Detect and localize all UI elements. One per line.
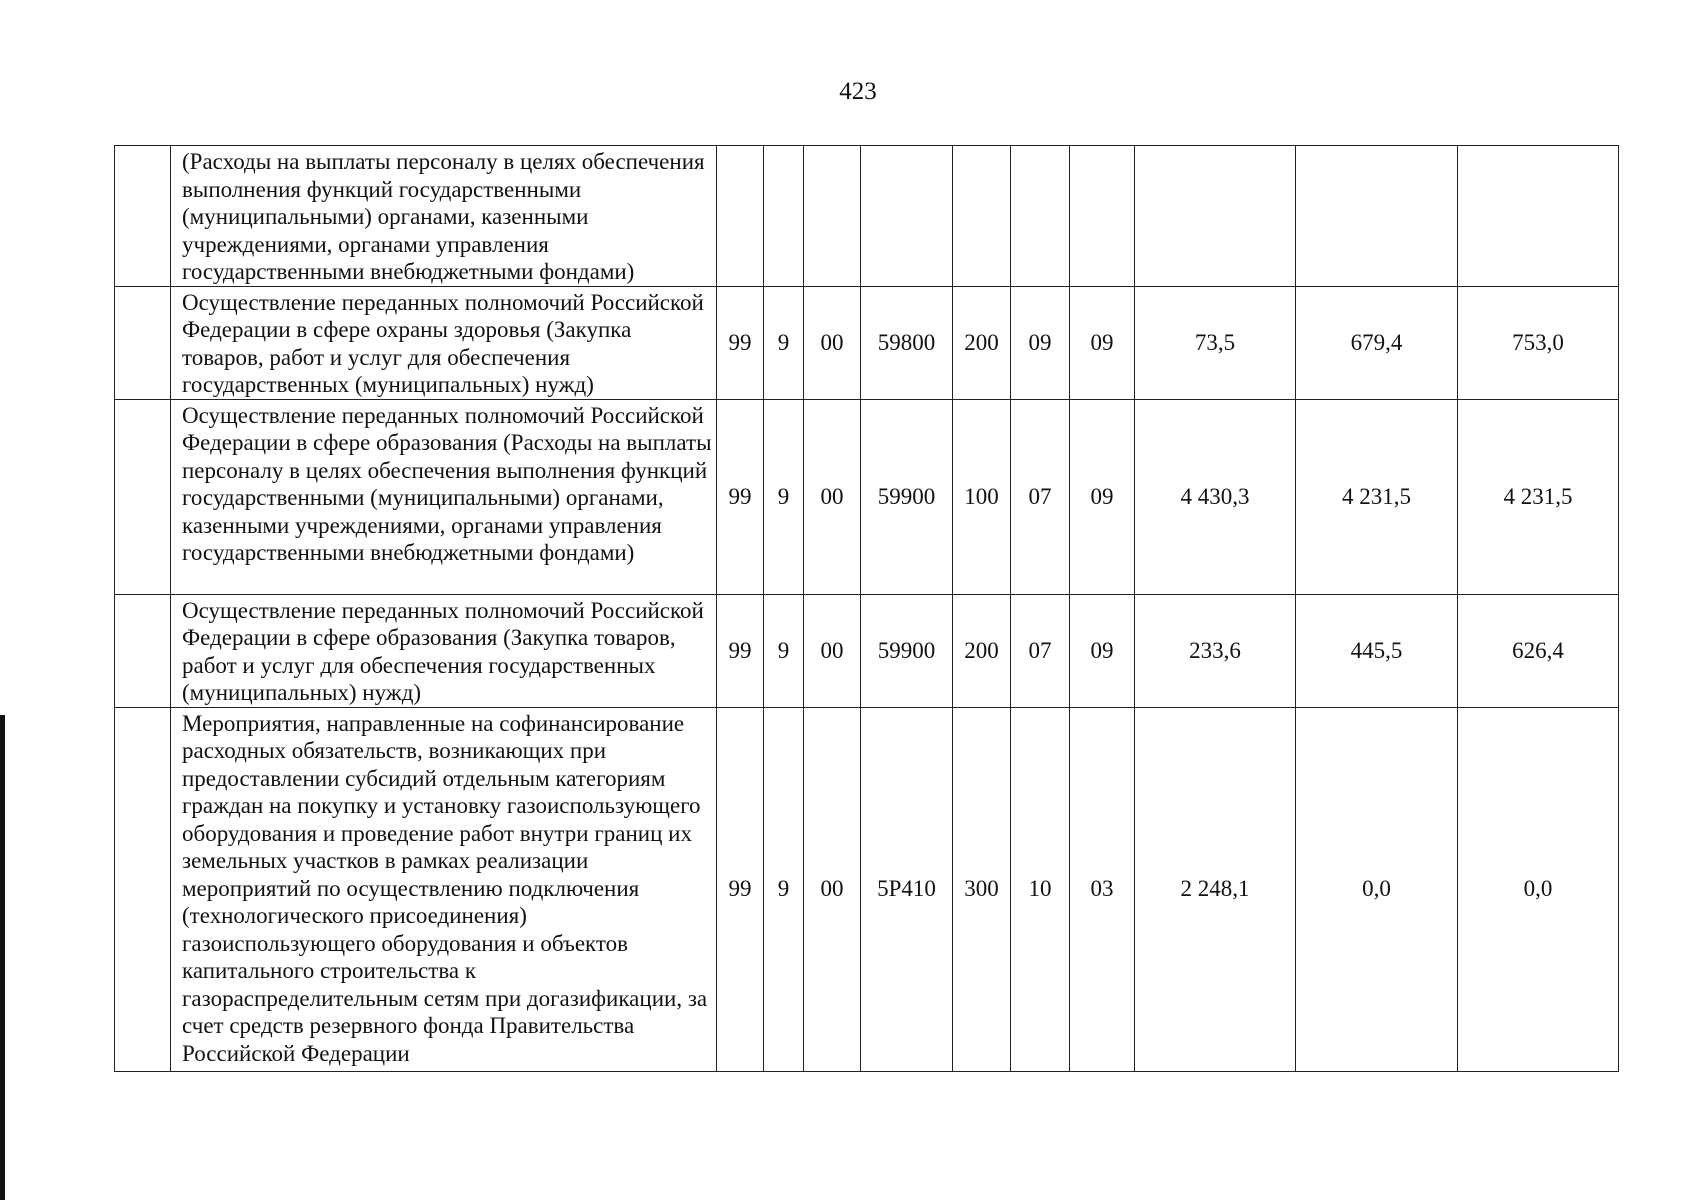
amount-cell: 4 231,5 bbox=[1296, 399, 1458, 594]
amount-cell bbox=[1135, 146, 1296, 287]
amount-cell: 73,5 bbox=[1135, 286, 1296, 399]
code-cell: 59900 bbox=[861, 594, 953, 707]
code-cell: 00 bbox=[804, 707, 861, 1071]
amount-cell: 0,0 bbox=[1458, 707, 1619, 1071]
amount-cell: 233,6 bbox=[1135, 594, 1296, 707]
code-cell: 300 bbox=[953, 707, 1011, 1071]
table-row bbox=[115, 707, 1619, 1071]
code-cell bbox=[764, 146, 804, 287]
code-cell: 00 bbox=[804, 286, 861, 399]
row-number-cell bbox=[115, 399, 171, 594]
code-cell: 59800 bbox=[861, 286, 953, 399]
code-cell: 07 bbox=[1011, 399, 1070, 594]
code-cell: 03 bbox=[1070, 707, 1135, 1071]
amount-cell: 445,5 bbox=[1296, 594, 1458, 707]
code-cell: 09 bbox=[1011, 286, 1070, 399]
table-row bbox=[115, 399, 1619, 594]
amount-cell: 753,0 bbox=[1458, 286, 1619, 399]
amount-cell: 2 248,1 bbox=[1135, 707, 1296, 1071]
row-number-cell bbox=[115, 286, 171, 399]
code-cell: 9 bbox=[764, 594, 804, 707]
code-cell: 9 bbox=[764, 399, 804, 594]
description-cell: Осуществление переданных полномочий Российской Федерации в сфере образования (Закупка товаров, работ и услуг для обеспечения государственных (муниципальных) нужд) bbox=[171, 594, 717, 707]
table-row bbox=[115, 286, 1619, 399]
description-cell: Мероприятия, направленные на софинансирование расходных обязательств, возникающих при предоставлении субсидий отдельным категориям граждан на покупку и установку газоиспользующего оборудования и проведение работ внутри границ их земельных участков в рамках реализации мероприятий по осуществлению подключения (технологического присоединения) газоиспользующего оборудования и объектов капитального строительства к газораспределительным сетям при догазификации, за счет средств резервного фонда Правительства Российской Федерации bbox=[171, 707, 717, 1071]
code-cell: 99 bbox=[717, 399, 764, 594]
code-cell: 00 bbox=[804, 399, 861, 594]
description-cell: Осуществление переданных полномочий Российской Федерации в сфере охраны здоровья (Закупка товаров, работ и услуг для обеспечения государственных (муниципальных) нужд) bbox=[171, 286, 717, 399]
table-row bbox=[115, 594, 1619, 707]
row-number-cell bbox=[115, 707, 171, 1071]
code-cell: 9 bbox=[764, 286, 804, 399]
code-cell bbox=[1070, 146, 1135, 287]
amount-cell: 0,0 bbox=[1296, 707, 1458, 1071]
scan-edge-mark bbox=[0, 715, 5, 1200]
page-number: 423 bbox=[839, 78, 877, 105]
code-cell bbox=[1011, 146, 1070, 287]
code-cell: 200 bbox=[953, 286, 1011, 399]
code-cell: 100 bbox=[953, 399, 1011, 594]
code-cell bbox=[804, 146, 861, 287]
row-number-cell bbox=[115, 594, 171, 707]
code-cell: 09 bbox=[1070, 286, 1135, 399]
code-cell: 10 bbox=[1011, 707, 1070, 1071]
amount-cell bbox=[1296, 146, 1458, 287]
amount-cell: 679,4 bbox=[1296, 286, 1458, 399]
code-cell: 00 bbox=[804, 594, 861, 707]
code-cell: 59900 bbox=[861, 399, 953, 594]
code-cell: 07 bbox=[1011, 594, 1070, 707]
code-cell: 99 bbox=[717, 594, 764, 707]
amount-cell bbox=[1458, 146, 1619, 287]
amount-cell: 4 231,5 bbox=[1458, 399, 1619, 594]
amount-cell: 626,4 bbox=[1458, 594, 1619, 707]
row-number-cell bbox=[115, 146, 171, 287]
code-cell bbox=[953, 146, 1011, 287]
code-cell bbox=[717, 146, 764, 287]
code-cell: 99 bbox=[717, 286, 764, 399]
table-row bbox=[115, 146, 1619, 287]
amount-cell: 4 430,3 bbox=[1135, 399, 1296, 594]
description-cell: Осуществление переданных полномочий Российской Федерации в сфере образования (Расходы на выплаты персоналу в целях обеспечения выполнения функций государственными (муниципальными) органами, казенными учреждениями, органами управления государственными внебюджетными фондами) bbox=[171, 399, 717, 594]
code-cell bbox=[861, 146, 953, 287]
code-cell: 200 bbox=[953, 594, 1011, 707]
description-cell: (Расходы на выплаты персоналу в целях обеспечения выполнения функций государственными (муниципальными) органами, казенными учреждениями, органами управления государственными внебюджетными фондами) bbox=[171, 146, 717, 287]
budget-table bbox=[114, 145, 1619, 1072]
code-cell: 99 bbox=[717, 707, 764, 1071]
code-cell: 09 bbox=[1070, 594, 1135, 707]
code-cell: 9 bbox=[764, 707, 804, 1071]
code-cell: 5Р410 bbox=[861, 707, 953, 1071]
code-cell: 09 bbox=[1070, 399, 1135, 594]
